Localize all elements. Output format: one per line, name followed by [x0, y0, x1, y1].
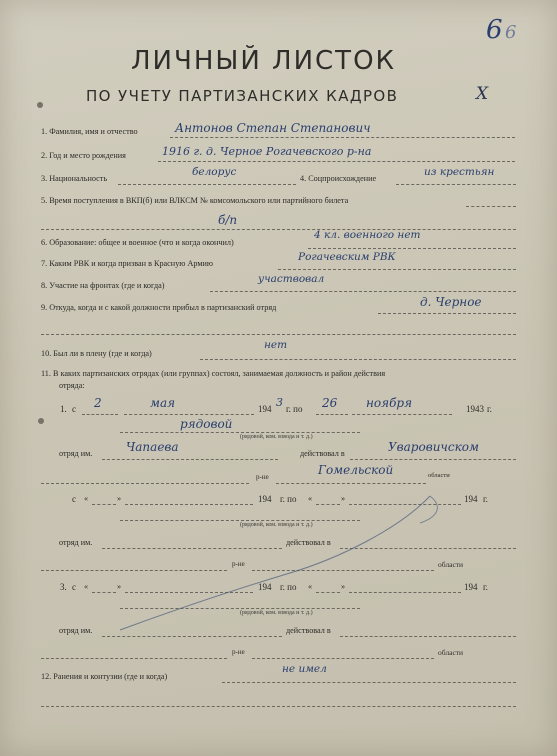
field-10-value: нет [264, 339, 288, 351]
block-1-to-day-line [316, 414, 348, 415]
block-3-year: 194 [258, 582, 272, 592]
block-2-unit-label: отряд им. [59, 538, 93, 547]
block-1-role: рядовой [180, 417, 233, 431]
field-12-line-2 [41, 706, 516, 707]
field-10-line [200, 359, 516, 360]
block-1-to-month-line [352, 414, 452, 415]
field-7-line [278, 269, 516, 270]
field-1-value: Антонов Степан Степанович [175, 121, 371, 135]
field-3-value: белорус [192, 166, 237, 178]
block-3-oblast-line [252, 658, 434, 659]
field-11-label: 11. В каких партизанских отрядах (или группах) состоял, занимаемая должность и район действия [41, 369, 386, 378]
block-3-from: с [72, 582, 76, 592]
field-5-line-2 [41, 229, 516, 230]
block-2-quote-open-2: « [308, 494, 313, 503]
block-1-area-line [350, 459, 516, 460]
field-9-value: д. Черное [420, 295, 482, 309]
field-4-label: 4. Соцпроисхождение [300, 174, 377, 183]
field-2-value: 1916 г. д. Черное Рогачевского р-на [162, 145, 372, 158]
field-4-value: из крестьян [424, 166, 495, 178]
field-9-label: 9. Откуда, когда и с какой должности прибыл в партизанский отряд [41, 303, 277, 312]
field-1-line [170, 137, 515, 138]
block-3-acted-label: действовал в [286, 626, 331, 635]
block-2-year-g: г. [483, 494, 488, 504]
field-7-label: 7. Каким РВК и когда призван в Красную Армию [41, 259, 214, 268]
block-1-acted-label: действовал в [300, 449, 345, 458]
block-2-role-hint: (рядовой, ком. взвода и т. д.) [240, 522, 313, 528]
block-1-rayon-label: р-не [256, 473, 269, 481]
block-1-rayon-line [41, 483, 249, 484]
block-1-unit-line [102, 459, 278, 460]
block-1-from: с [72, 404, 76, 414]
field-9-line [378, 313, 516, 314]
field-6-label: 6. Образование: общее и военное (что и когда окончил) [41, 238, 234, 247]
block-1-year-pre: 194 [258, 404, 272, 414]
subtitle-mark: Х [476, 84, 489, 104]
block-1-day-line [82, 414, 118, 415]
field-2-line [158, 161, 515, 162]
block-3-quote-open: « [84, 582, 89, 591]
punch-hole [38, 418, 44, 424]
field-5-value: б/п [218, 213, 238, 227]
field-8-label: 8. Участие на фронтах (где и когда) [41, 281, 165, 290]
block-2-quote-close-2: » [341, 494, 346, 503]
field-12-value: не имел [282, 663, 327, 675]
block-1-year-suffix: г. по [286, 404, 303, 414]
field-7-value: Рогачевским РВК [298, 251, 396, 263]
block-2-oblast-label: области [438, 560, 464, 569]
field-5-label: 5. Время поступления в ВКП(б) или ВЛКСМ № комсомольского или партийного билета [41, 196, 349, 205]
block-2-rayon-label: р-не [232, 560, 245, 568]
block-1-role-line [120, 432, 360, 433]
block-3-number: 3. [60, 582, 67, 592]
block-1-to-day: 26 [322, 396, 338, 410]
field-12-line [222, 682, 516, 683]
block-1-role-hint: (рядовой, ком. взвода и т. д.) [240, 434, 313, 440]
field-6-line [308, 248, 516, 249]
block-3-year-g: г. [483, 582, 488, 592]
block-2-from: с [72, 494, 76, 504]
block-1-year-g: г. [487, 404, 492, 414]
block-1-month: мая [150, 396, 176, 410]
field-3-label: 3. Национальность [41, 174, 108, 183]
block-2-quote-open: « [84, 494, 89, 503]
page-subtitle: ПО УЧЕТУ ПАРТИЗАНСКИХ КАДРОВ [86, 87, 399, 105]
field-2-label: 2. Год и место рождения [41, 151, 126, 160]
block-1-unit: Чапаева [126, 440, 179, 454]
field-12-label: 12. Ранения и контузии (где и когда) [41, 672, 168, 681]
block-3-rayon-line [41, 658, 227, 659]
block-2-quote-close: » [117, 494, 122, 503]
block-1-day: 2 [94, 396, 102, 410]
block-3-rayon-label: р-не [232, 648, 245, 656]
block-1-oblast-label: области [428, 472, 450, 479]
field-1-label: 1. Фамилия, имя и отчество [41, 127, 138, 136]
cancel-scribble [100, 488, 460, 638]
block-2-to: г. по [280, 494, 297, 504]
field-4-line [396, 184, 516, 185]
block-1-area: Уваровичском [388, 440, 479, 454]
field-3-line [118, 184, 296, 185]
block-1-month-line [124, 414, 254, 415]
block-3-oblast-label: области [438, 648, 464, 657]
block-1-to-year: 1943 [466, 404, 484, 414]
block-1-district: Гомельской [318, 463, 394, 477]
block-1-unit-label: отряд им. [59, 449, 93, 458]
field-8-line [210, 291, 516, 292]
block-1-year-digit: 3 [276, 396, 283, 409]
block-3-quote-close-2: » [341, 582, 346, 591]
block-1-number: 1. [60, 404, 67, 414]
block-3-end-year: 194 [464, 582, 478, 592]
block-3-quote-close: » [117, 582, 122, 591]
block-3-to: г. по [280, 582, 297, 592]
field-10-label: 10. Был ли в плену (где и когда) [41, 349, 152, 358]
block-1-oblast-line [276, 483, 426, 484]
page-number-faint: 6 [505, 22, 517, 43]
field-9-line-2 [41, 334, 516, 335]
punch-hole [37, 102, 43, 108]
block-3-role-hint: (рядовой, ком. взвода и т. д.) [240, 610, 313, 616]
field-8-value: участвовал [258, 273, 325, 285]
block-2-year: 194 [258, 494, 272, 504]
field-11-label-cont: отряда: [59, 381, 85, 390]
page-title: ЛИЧНЫЙ ЛИСТОК [131, 46, 396, 76]
block-3-unit-label: отряд им. [59, 626, 93, 635]
block-2-acted-label: действовал в [286, 538, 331, 547]
block-2-end-year: 194 [464, 494, 478, 504]
block-1-to-month: ноября [366, 396, 413, 410]
field-5-line [466, 206, 516, 207]
block-3-quote-open-2: « [308, 582, 313, 591]
page-number: 6 [486, 15, 503, 45]
field-6-value: 4 кл. военного нет [314, 229, 421, 241]
